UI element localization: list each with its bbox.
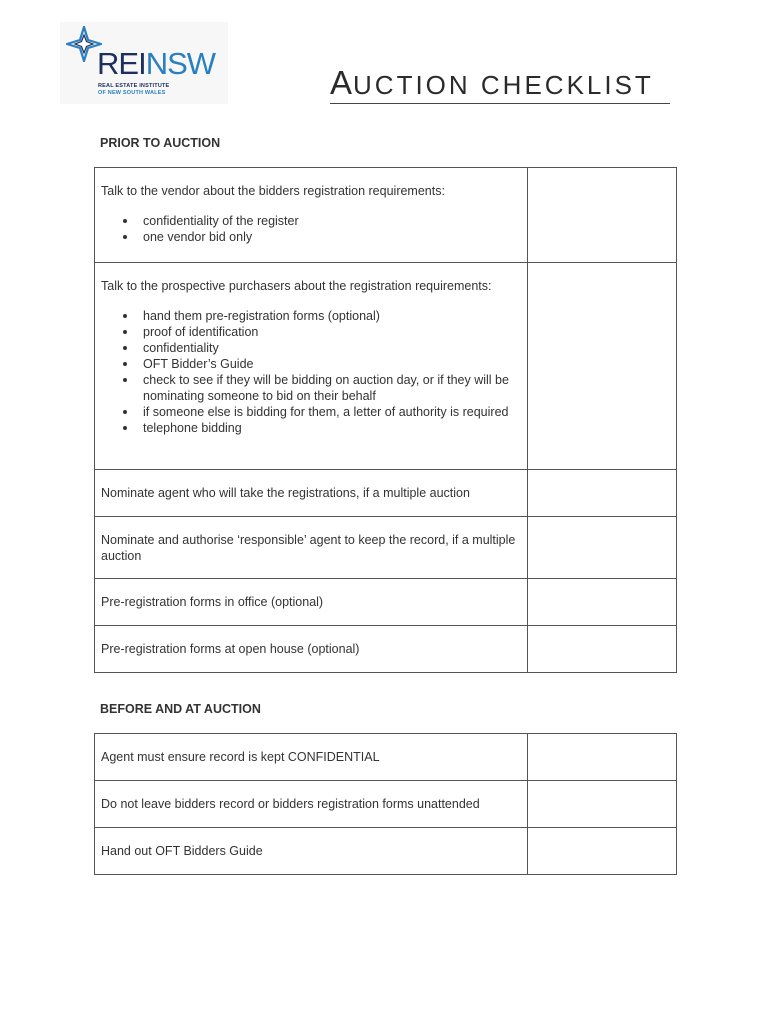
- item-text: Agent must ensure record is kept CONFIDENTIAL: [101, 750, 380, 764]
- check-box-cell[interactable]: [528, 168, 677, 263]
- check-box-cell[interactable]: [528, 734, 677, 781]
- bullet-item: check to see if they will be bidding on auction day, or if they will be nominating someone to bid on their behalf: [143, 372, 521, 404]
- bullet-item: confidentiality: [143, 340, 521, 356]
- checklist-item: [95, 828, 528, 875]
- item-text: Pre-registration forms in office (optional): [101, 595, 324, 609]
- bullet-item: OFT Bidder’s Guide: [143, 356, 521, 372]
- before-checklist-table: [94, 733, 677, 875]
- bullet-list: [101, 213, 521, 245]
- prior-checklist-table: [94, 167, 677, 673]
- checklist-row: [95, 470, 677, 517]
- check-box-cell[interactable]: [528, 263, 677, 470]
- check-box-cell[interactable]: [528, 781, 677, 828]
- bullet-item: one vendor bid only: [143, 229, 521, 245]
- item-text: Do not leave bidders record or bidders registration forms unattended: [101, 797, 480, 811]
- checklist-row: [95, 828, 677, 875]
- bullet-item: if someone else is bidding for them, a letter of authority is required: [143, 404, 521, 420]
- checklist-row: [95, 734, 677, 781]
- checklist-item: [95, 579, 528, 626]
- title-underline: [330, 103, 670, 104]
- item-text: Talk to the prospective purchasers about the registration requirements:: [101, 279, 492, 293]
- checklist-item: [95, 734, 528, 781]
- item-text: Nominate and authorise ‘responsible’ agent to keep the record, if a multiple auction: [101, 532, 516, 563]
- checklist-item: [95, 626, 528, 673]
- bullet-item: hand them pre-registration forms (optional): [143, 308, 521, 324]
- check-box-cell[interactable]: [528, 626, 677, 673]
- checklist-row: [95, 781, 677, 828]
- item-text: Hand out OFT Bidders Guide: [101, 844, 263, 858]
- check-box-cell[interactable]: [528, 470, 677, 517]
- checklist-item: [95, 470, 528, 517]
- bullet-item: telephone bidding: [143, 420, 521, 436]
- check-box-cell[interactable]: [528, 517, 677, 579]
- logo-wordmark: REINSW: [97, 46, 216, 81]
- bullet-item: confidentiality of the register: [143, 213, 521, 229]
- bullet-list: [101, 308, 521, 436]
- reinsw-logo: [60, 22, 228, 104]
- checklist-row: [95, 517, 677, 579]
- check-box-cell[interactable]: [528, 828, 677, 875]
- item-text: Nominate agent who will take the registrations, if a multiple auction: [101, 486, 470, 500]
- item-text: Talk to the vendor about the bidders registration requirements:: [101, 184, 445, 198]
- checklist-item: [95, 263, 528, 470]
- item-text: Pre-registration forms at open house (optional): [101, 642, 360, 656]
- check-box-cell[interactable]: [528, 579, 677, 626]
- page-title: AUCTION CHECKLIST: [330, 64, 654, 101]
- checklist-item: [95, 517, 528, 579]
- section-heading-before: BEFORE AND AT AUCTION: [100, 702, 261, 716]
- checklist-row: [95, 626, 677, 673]
- bullet-item: proof of identification: [143, 324, 521, 340]
- section-heading-prior: PRIOR TO AUCTION: [100, 136, 221, 150]
- checklist-row: [95, 579, 677, 626]
- checklist-row: [95, 263, 677, 470]
- checklist-item: [95, 168, 528, 263]
- logo-subtitle: REAL ESTATE INSTITUTE OF NEW SOUTH WALES: [98, 83, 170, 96]
- checklist-item: [95, 781, 528, 828]
- checklist-row: [95, 168, 677, 263]
